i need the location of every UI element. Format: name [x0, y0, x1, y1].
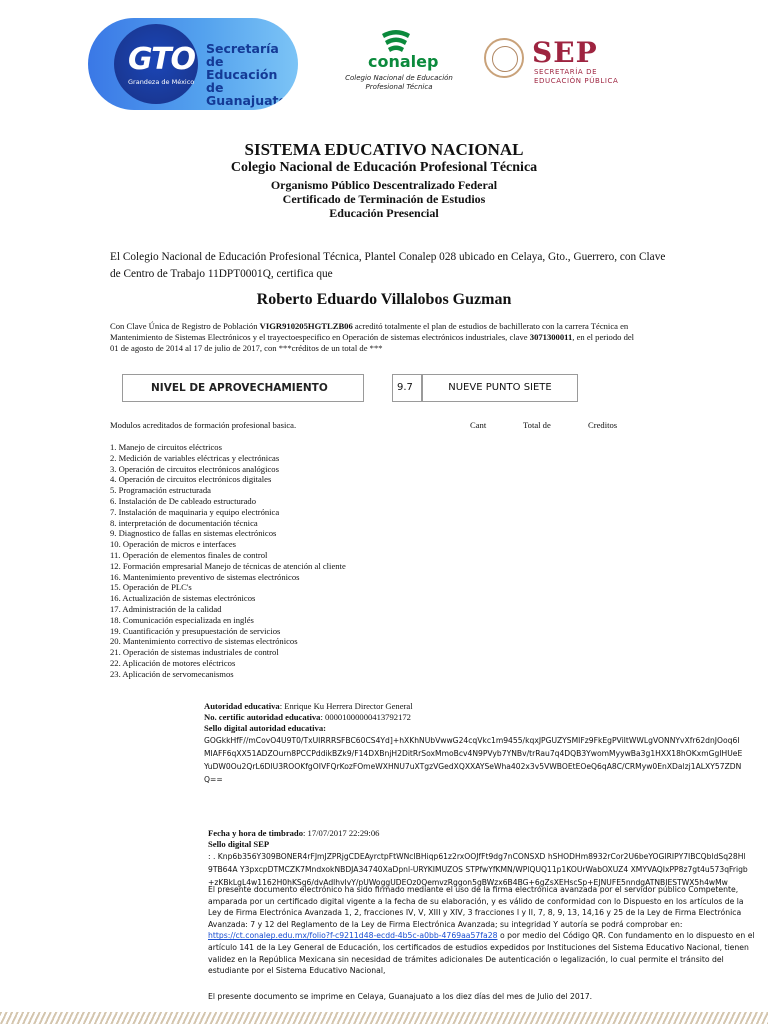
conalep-subtitle-line: Profesional Técnica: [365, 83, 433, 91]
conalep-subtitle: [340, 74, 458, 92]
gto-tagline: Grandeza de México: [128, 78, 195, 86]
conalep-subtitle-line: Colegio Nacional de Educación: [345, 74, 453, 82]
column-creditos: Creditos: [588, 420, 618, 430]
curp-text: , en el periodo del 01 de agosto de 2014 al 17 de julio de 2017, con ***créditos de un total de ***: [110, 332, 635, 354]
gto-text-line: Secretaría: [206, 41, 279, 56]
authority-label: Autoridad educativa: [204, 701, 280, 711]
list-item: 8. interpretación de documentación técnica: [110, 517, 258, 528]
timbrado-fecha-line: [208, 828, 748, 839]
authority-seal-label: Sello digital autoridad educativa:: [204, 723, 327, 733]
list-item: 15. Operación de PLC's: [110, 582, 192, 593]
title-colegio: Colegio Nacional de Educación Profesional Técnica: [230, 160, 538, 175]
decorative-footer-pattern: [0, 1012, 768, 1024]
list-item: 11. Operación de elementos finales de control: [110, 549, 268, 560]
closing-paragraph: El presente documento se imprime en Celaya, Guanajuato a los diez días del mes de Julio del 2017.: [208, 992, 593, 1001]
list-item: 6. Instalación de De cableado estructurado: [110, 495, 257, 506]
verification-link[interactable]: https://ct.conalep.edu.mx/folio?f-c9211d48-ecdd-4b5c-a0bb-4769aa57fa28: [208, 931, 498, 941]
modules-list: [110, 442, 346, 680]
list-item: 7. Instalación de maquinaria y equipo electrónica: [110, 506, 280, 517]
modules-header: Modulos acreditados de formación profesional basica.: [110, 420, 297, 430]
timbrado-fecha-value: : 17/07/2017 22:29:06: [303, 828, 380, 838]
legal-text: El presente documento electrónico ha sido firmado mediante el uso de la firma electrónica avanzada por el servidor público Competente, amparada por un certificado digital vigente a la fecha de su elaboración, y es válido de conformidad con lo Dispuesto en los artículos de la Ley de Firma Electrónica Avanzada 1, 2, fracciones IV, V, XIII y XIV, 3 fracciones I y II, 7, 8, 9, 13, 14,16 y 25 de la Ley de Firma Electrónica Avanzada: 7 y 12 del Reglamento de la Ley de Firma Electrónica Avanzada; su integridad Y autoría se podrá comprobar en:: [208, 885, 744, 929]
legal-text: o por medio del Código QR. Con fundamento en lo dispuesto en el artículo 141 de la Ley General de Educación, los certificados de estudios expedidos por Instituciones del Sistema Educativo Nacional, tienen validez en la República Mexicana sin necesidad de trámites adicionales De autenticación o legalización, lo cual permite el tránsito del estudiante por el Sistema Educativo Nacional,: [208, 931, 755, 976]
authority-seal-label-text: Sello digital autoridad educativa: [204, 723, 324, 733]
sep-subtitle: [534, 68, 618, 86]
intro-paragraph: El Colegio Nacional de Educación Profesional Técnica, Plantel Conalep 028 ubicado en Celaya, Gto., Guerrero, con Clave de Centro de Trabajo 11DPT0001Q, certifica que: [110, 251, 666, 280]
list-item: 20. Mantenimiento correctivo de sistemas electrónicos: [110, 636, 298, 647]
list-item: 9. Diagnostico de fallas en sistemas electrónicos: [110, 528, 277, 539]
list-item: 22. Aplicación de motores eléctricos: [110, 657, 236, 668]
timbrado-sello-label-text: Sello digital SEP: [208, 839, 270, 849]
clave-value: 3071300011: [529, 332, 573, 343]
title-organismo: Organismo Público Descentralizado Federal: [270, 178, 498, 192]
timbrado-sello-value: : . Knp6b356Y309BONER4rFJmJZPRjgCDEAyrctpFtWNcIBHiqp61z2rxOOJfFt9dg7nCONSXD hSHODHm8932rCor2U6beYOGIRIPY7IBCQbldSq28Hl9TB64A Y3pxcpDTMCZK7MndxokNBDJA34740XaDpnl-URYKIMUZOS STPfwYfKMN/WPlQUQ11p1KOUrWabOXUZ4 XMYVAQIxPP8z7gt4u573qFrigb+zKBkLgL4w1162H0hKSg6/dvAdlhvIvY/pUWoggUDEOz0QemvzRggon5gBWzx6B4BG+6gZsXEHscSp+EJNUFE5nndgATNBIESTWX5h4wMw: [208, 852, 748, 887]
gto-secretaria-text: [206, 42, 298, 107]
column-cant: Cant: [470, 420, 487, 430]
timbrado-fecha-label: Fecha y hora de timbrado: [208, 828, 304, 838]
gto-logo: [88, 18, 298, 110]
timbrado-sello-label: [208, 839, 748, 850]
national-seal-icon: [484, 38, 524, 78]
authority-line: [204, 701, 744, 712]
list-item: 12. Formación empresarial Manejo de técnicas de atención al cliente: [110, 560, 346, 571]
sep-subtitle-line: EDUCACIÓN PÚBLICA: [534, 77, 619, 85]
list-item: 1. Manejo de circuitos eléctricos: [110, 442, 222, 452]
level-label: NIVEL DE APROVECHAMIENTO: [122, 374, 364, 402]
column-total: Total de: [523, 420, 551, 430]
title-modalidad: Educación Presencial: [329, 206, 439, 220]
list-item: 16. Mantenimiento preventivo de sistemas electrónicos: [110, 571, 300, 582]
level-value: 9.7: [392, 374, 422, 402]
authority-cert-value: : 00001000000413792172: [320, 712, 411, 722]
list-item: 17. Administración de la calidad: [110, 603, 222, 614]
curp-text: Con Clave Única de Registro de Población: [110, 321, 260, 331]
gto-text-line: de Guanajuato: [206, 80, 288, 108]
sep-logo-word: SEP: [532, 36, 598, 69]
list-item: 16. Actualización de sistemas electrónicos: [110, 593, 256, 604]
sep-subtitle-line: SECRETARÍA DE: [534, 68, 598, 76]
curp-text: acreditó totalmente el plan de estudios de bachillerato con la carrera Técnica en Mantenimiento de Sistemas Electrónicos y el trayectoespecifico en Operación de sistemas electrónicos industriales, clave: [110, 321, 629, 343]
curp-paragraph: [110, 321, 640, 355]
list-item: 18. Comunicación especializada en inglés: [110, 614, 254, 625]
gto-text-line: de Educación: [206, 54, 278, 82]
conalep-logo-word: conalep: [368, 52, 439, 71]
list-item: 4. Operación de circuitos electrónicos digitales: [110, 474, 272, 485]
list-item: 10. Operación de micros e interfaces: [110, 539, 236, 550]
list-item: 3. Operación de circuitos electrónicos analógicos: [110, 463, 279, 474]
list-item: 2. Medición de variables eléctricas y electrónicas: [110, 452, 280, 463]
list-item: 19. Cuantificación y presupuestación de servicios: [110, 625, 281, 636]
authority-block: [204, 701, 744, 786]
authority-value: : Enrique Ku Herrera Director General: [279, 701, 413, 711]
list-item: 5. Programación estructurada: [110, 485, 211, 496]
legal-paragraph: [208, 884, 758, 977]
authority-seal-value: GOGkkHfF//mCovO4U9T0/TxUIRRRSFBC60CS4Yd]+hXKhNUbVwwG24cqVkc1m9455/kqxJPGUZYSMIFz9FkEgPViItWWLgVONNYvXfr62dnJOoq6IMIAFF6qXX51ADZOurn8PCCPddikBZk9/F14DXBnjH2DitRrSoxMmoBcv4N9PVyb7YNBv/trRau7q4DQB3YwomMyywBa3g1HXX18hOKxmGgIHUeEYuDW0Ou2QrL6DIU3ROOKfgOIVFQrKozFOmeWXHNU7uXTgzVGedXQXXAYSeWha402x3v5VWBOEtEOeQ6qA8C/CRMyw0EnXDalzj1ALXY57ZDNQ==: [204, 736, 743, 784]
gto-logo-word: GTO: [128, 42, 196, 77]
list-item: 23. Aplicación de servomecanismos: [110, 668, 234, 679]
timbrado-block: [208, 828, 748, 889]
authority-cert-label: No. certific autoridad educativa: [204, 712, 321, 722]
title-certificado: Certificado de Terminación de Estudios: [282, 192, 486, 206]
authority-cert-line: [204, 712, 744, 723]
curp-value: VIGR910205HGTLZB06: [259, 321, 353, 331]
student-name: Roberto Eduardo Villalobos Guzman: [256, 291, 512, 308]
title-sistema-educativo: SISTEMA EDUCATIVO NACIONAL: [244, 140, 524, 159]
level-value-words: NUEVE PUNTO SIETE: [422, 374, 578, 402]
gto-emblem: [114, 24, 198, 104]
list-item: 21. Operación de sistemas industriales de control: [110, 647, 279, 658]
